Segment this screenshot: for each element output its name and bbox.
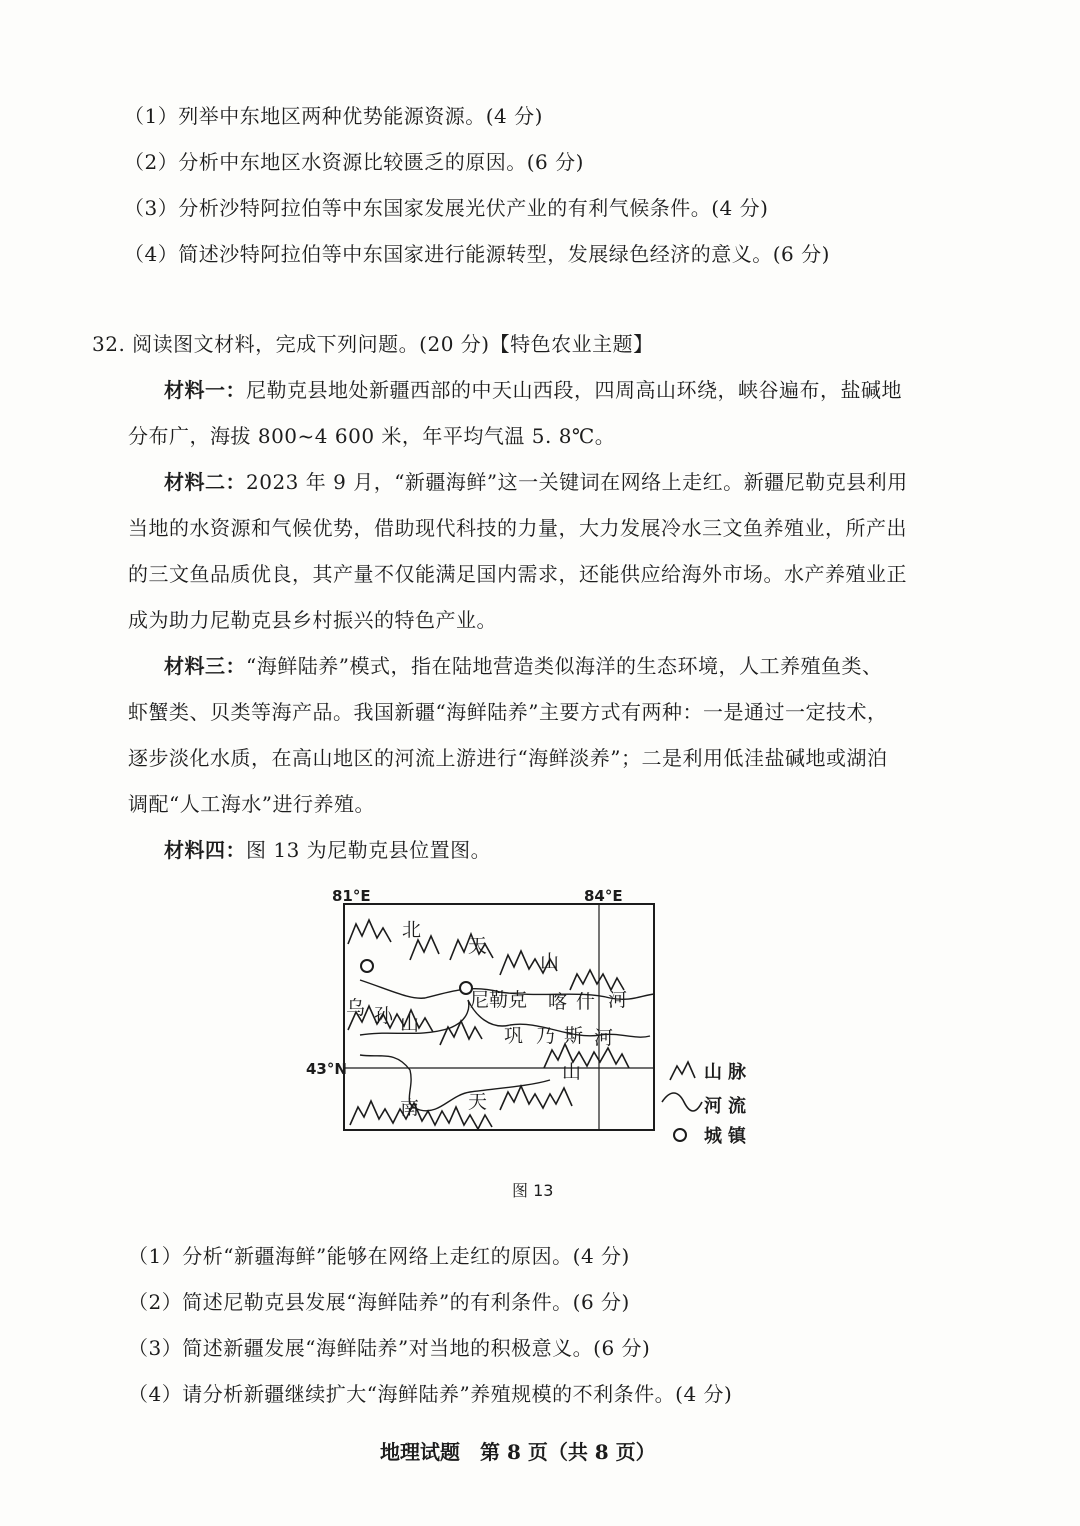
material-2-label: 材料二： <box>164 470 246 494</box>
material-2-line-1: 材料二：2023 年 9 月，“新疆海鲜”这一关键词在网络上走红。新疆尼勒克县利用 <box>164 470 908 494</box>
material-2-line-4: 成为助力尼勒克县乡村振兴的特色产业。 <box>128 608 497 632</box>
question-32-header: 32. 阅读图文材料，完成下列问题。(20 分)【特色农业主题】 <box>92 332 654 356</box>
river-south <box>360 1055 550 1111</box>
material-2-line-3: 的三文鱼品质优良，其产量不仅能满足国内需求，还能供应给海外市场。水产养殖业正 <box>128 562 907 586</box>
material-4-line-1: 材料四：图 13 为尼勒克县位置图。 <box>164 838 492 862</box>
map-legend <box>662 1062 752 1147</box>
label-he-2: 河 <box>594 1027 614 1049</box>
page-footer: 地理试题 第 8 页（共 8 页） <box>380 1440 656 1464</box>
material-3-line-2: 虾蟹类、贝类等海产品。我国新疆“海鲜陆养”主要方式有两种：一是通过一定技术， <box>128 700 888 724</box>
label-nan: 南 <box>400 1097 420 1119</box>
prev-question-2: （2）分析中东地区水资源比较匮乏的原因。(6 分) <box>124 150 584 174</box>
mountain-north-1 <box>348 920 391 944</box>
material-1-label: 材料一： <box>164 378 246 402</box>
label-shan-3: 山 <box>562 1061 582 1083</box>
town-legend-icon <box>674 1129 686 1141</box>
material-3-line-4: 调配“人工海水”进行养殖。 <box>128 792 375 816</box>
label-ka: 喀 <box>548 991 568 1013</box>
town-marker-west <box>361 960 373 972</box>
sub-question-2: （2）简述尼勒克县发展“海鲜陆养”的有利条件。(6 分) <box>128 1290 630 1314</box>
label-bei: 北 <box>402 919 422 941</box>
prev-question-4: （4）简述沙特阿拉伯等中东国家进行能源转型，发展绿色经济的意义。(6 分) <box>124 242 830 266</box>
label-shan-2: 山 <box>400 1013 420 1035</box>
sub-question-3: （3）简述新疆发展“海鲜陆养”对当地的积极意义。(6 分) <box>128 1336 651 1360</box>
material-1-line-1: 材料一：尼勒克县地处新疆西部的中天山西段，四周高山环绕，峡谷遍布，盐碱地 <box>164 378 902 402</box>
label-si: 斯 <box>564 1025 584 1047</box>
material-4-label: 材料四： <box>164 838 246 862</box>
river-legend-icon <box>662 1093 702 1111</box>
label-gong: 巩 <box>504 1025 524 1047</box>
sub-question-1: （1）分析“新疆海鲜”能够在网络上走红的原因。(4 分) <box>128 1244 630 1268</box>
label-tian-1: 天 <box>468 935 488 957</box>
mountain-legend-icon <box>670 1062 695 1080</box>
lat-43n-label: 43°N <box>306 1060 347 1078</box>
label-sun: 孙 <box>374 1005 394 1027</box>
label-he-1: 河 <box>608 989 628 1011</box>
mountain-south-2 <box>500 1086 572 1110</box>
figure-caption: 图 13 <box>512 1181 554 1200</box>
mountain-north-5 <box>570 970 624 990</box>
material-3-label: 材料三： <box>164 654 246 678</box>
material-2-line-2: 当地的水资源和气候优势，借助现代科技的力量，大力发展冷水三文鱼养殖业，所产出 <box>128 516 907 540</box>
label-wu: 乌 <box>346 997 366 1019</box>
lon-84e-label: 84°E <box>584 887 623 905</box>
label-tian-2: 天 <box>468 1091 488 1113</box>
legend-town: 城镇 <box>704 1126 752 1147</box>
legend-river: 河流 <box>704 1096 752 1117</box>
label-shi: 什 <box>576 991 596 1013</box>
material-1-line-2: 分布广，海拔 800~4 600 米，年平均气温 5. 8℃。 <box>128 424 616 448</box>
material-3-line-1: 材料三：“海鲜陆养”模式，指在陆地营造类似海洋的生态环境，人工养殖鱼类、 <box>164 654 883 678</box>
label-nai: 乃 <box>536 1025 556 1047</box>
prev-question-3: （3）分析沙特阿拉伯等中东国家发展光伏产业的有利气候条件。(4 分) <box>124 196 769 220</box>
label-nileke: 尼勒克 <box>470 989 528 1011</box>
mountain-middle <box>440 1021 482 1045</box>
material-3-line-3: 逐步淡化水质，在高山地区的河流上游进行“海鲜淡养”；二是利用低洼盐碱地或湖泊 <box>128 746 888 770</box>
label-shan-1: 山 <box>540 951 560 973</box>
prev-question-1: （1）列举中东地区两种优势能源资源。(4 分) <box>124 104 543 128</box>
location-map <box>300 880 800 1160</box>
legend-mountain: 山脉 <box>704 1062 752 1083</box>
mountain-east <box>544 1044 629 1068</box>
sub-question-4: （4）请分析新疆继续扩大“海鲜陆养”养殖规模的不利条件。(4 分) <box>128 1382 733 1406</box>
lon-81e-label: 81°E <box>332 887 371 905</box>
